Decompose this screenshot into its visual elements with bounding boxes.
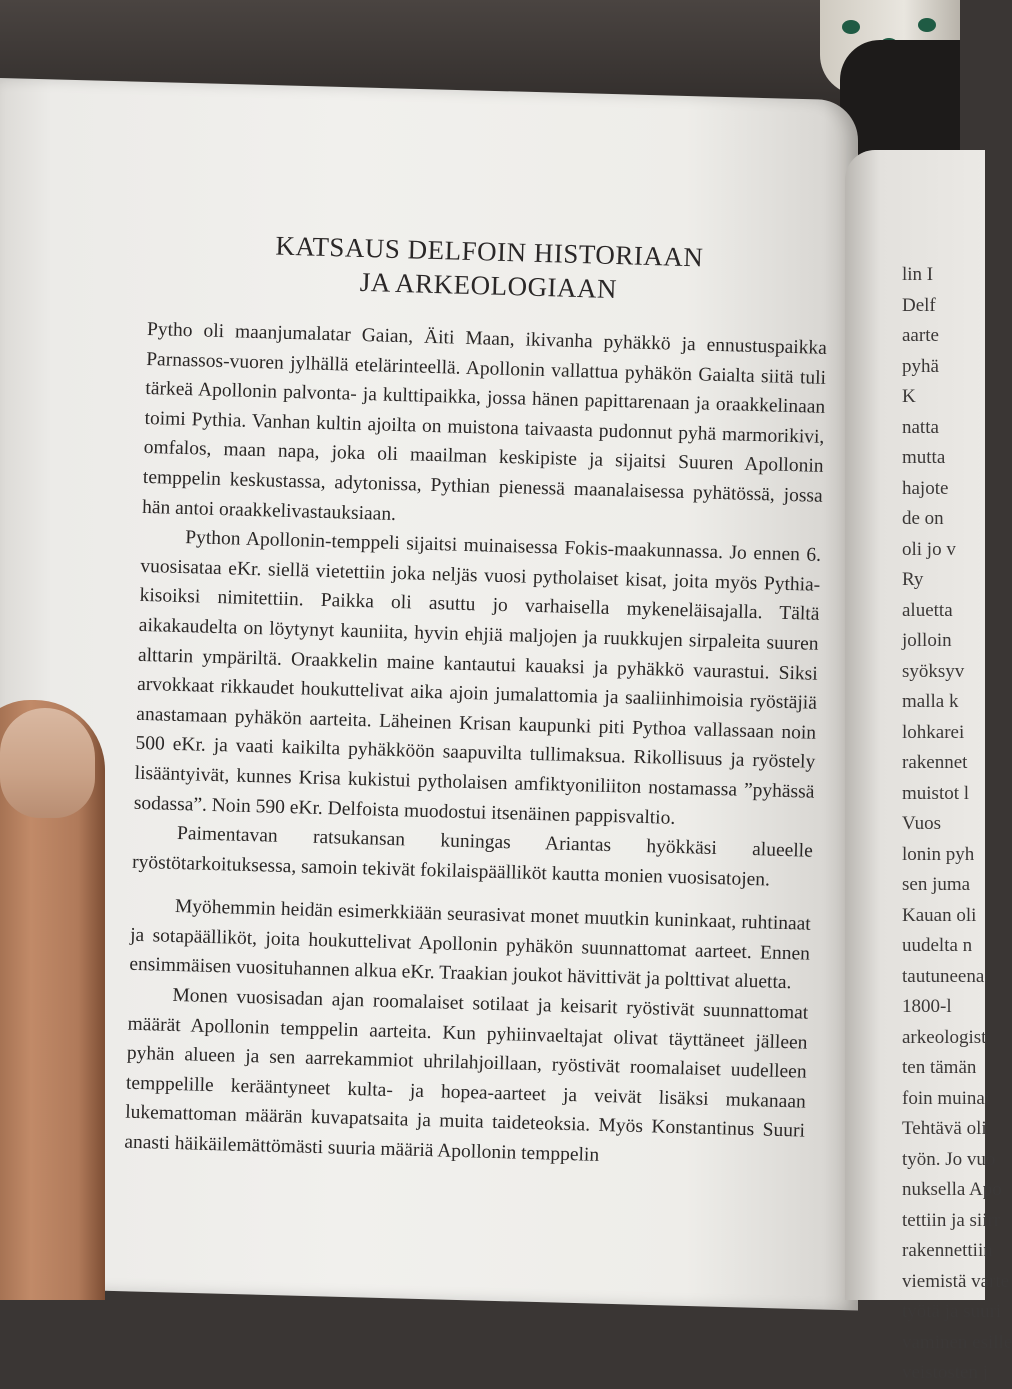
right-fragment: ten tämän: [902, 1057, 977, 1078]
right-fragment: foin muinai: [902, 1087, 991, 1109]
right-fragment: nuksella Apo: [902, 1179, 1002, 1200]
right-fragment: tautuneena: [902, 965, 985, 987]
right-fragment: sen juma: [902, 874, 971, 895]
right-fragment: Delf: [902, 294, 936, 316]
right-fragment: veistosten j: [902, 1362, 989, 1383]
right-fragment: aarte: [902, 325, 939, 346]
right-fragment: muistot l: [902, 782, 970, 804]
right-fragment: jolloin: [902, 630, 952, 651]
right-page-text-fragments: [902, 260, 1012, 1389]
right-fragment: rakennet: [902, 752, 968, 773]
right-fragment: Kauan oli: [902, 904, 977, 926]
paragraph: Monen vuosisadan ajan roomalaiset sotilaat ja keisarit ryöstivät suunnattomat määrät Apollonin temppelin aarteita. Kun pyhiinvaeltajat olivat täyttäneet jälleen pyhän alueen ja sen aarrekammiot uhrilahjoillaan, ryöstivät roomalaiset uudelleen temppelille kerääntyneet kulta- ja hopea-aarteet ja veivät lisäksi mukanaan lukemattoman määrän kuvapatsaita ja muita taideteoksia. Myös Konstantinus Suuri anasti häikäilemättömästi suuria määriä Apollonin temppelin: [124, 984, 809, 1166]
right-fragment: arkeologist: [902, 1026, 987, 1048]
right-fragment: lohkarei: [902, 721, 965, 743]
pattern-dot: [918, 18, 936, 32]
paragraph: Myöhemmin heidän esimerkkiään seurasivat monet muutkin kuninkaat, ruhtinaat ja sotapäälliköt, joita houkuttelivat Apollonin pyhäkön suunnattomat aarteet. Ennen ensimmäisen vuosituhannen alkua eKr. Traakian joukot hävittivät ja polttivat aluetta.: [129, 896, 812, 994]
right-fragment: lin I: [902, 264, 934, 285]
right-fragment: mutta: [902, 447, 946, 468]
right-fragment: vaminen esille: [902, 1331, 1012, 1353]
page-text-block: [124, 225, 830, 1176]
right-fragment: aluetta: [902, 599, 953, 621]
right-fragment: hajote: [902, 477, 949, 499]
chapter-title-line-2: JA ARKEOLOGIAAN: [359, 266, 618, 305]
right-fragment: oli jo v: [902, 538, 956, 560]
right-fragment: lonin pyh: [902, 843, 975, 865]
paragraph: Paimentavan ratsukansan kuningas Ariantas hyökkäsi alueelle ryöstötarkoituksessa, samoin tekivät fokilaispäälliköt kautta monien vuosisatojen.: [131, 823, 814, 891]
right-fragment: de on: [902, 508, 944, 529]
right-fragment: uudelta n: [902, 935, 973, 956]
right-fragment: viemistä varte: [902, 1270, 1010, 1292]
pattern-dot: [842, 20, 860, 34]
right-fragment: Ry: [902, 569, 924, 590]
right-fragment: 1800-l: [902, 996, 952, 1017]
right-fragment: työn. Jo vuo: [902, 1148, 996, 1170]
paragraph: Python Apollonin-temppeli sijaitsi muinaisessa Fokis-maakunnassa. Jo ennen 6. vuosisataa eKr. siellä vietettiin joka neljäs vuosi pytholaiset kisat, joita myös Pythia-kisoiksi nimitettiin. Paikka oli asuttu jo varhaisella mykeneläisajalla. Tältä aikakaudelta on löytynyt kauniita, hyvin ehjiä maljojen ja ruukkujen sirpaleita suuren alttarin ympäriltä. Oraakkelin maine kantautui kauaksi ja pyhäkkö vaurastui. Siksi arvokkaat rikkaudet houkuttelivat aika ajoin jumalattomia ja saaliinhimoisia ryöstäjiä anastamaan pyhäkön aarteita. Läheinen Krisan kaupunki piti Pythoa vallassaan noin 500 eKr. ja vaati kaikilta pyhäkköön saapuvilta tullimaksua. Rikollisuus ja ryöstely lisääntyivät, kunnes Krisa kukistui pytholaisen amfiktyoniliiton nostamassa ”pyhässä sodassa”. Noin 590 eKr. Delfoista muodostui itsenäinen pappisvaltio.: [133, 527, 822, 829]
paragraph: Pytho oli maanjumalatar Gaian, Äiti Maan, ikivanha pyhäkkö ja ennustuspaikka Parnassos-vuoren jylhällä etelärinteellä. Apollonin vallattua pyhäkön Gaialta siitä tuli tärkeä Apollonin palvonta- ja kulttipaikka, jossa hänen papittarenaan ja oraakkelinaan toimi Pythia. Vanhan kultin ajoilta on muistona taivaasta pudonnut pyhä marmorikivi, omfalos, maan napa, joka oli maailman keskipiste ja sijaitsi Suuren Apollonin temppelin keskustassa, adytonissa, Pythian pienessä maanalaisessa pyhätössä, jossa hän antoi oraakkelivastauksiaan.: [141, 318, 828, 525]
right-fragment: K: [902, 386, 916, 407]
thumbnail: [0, 708, 95, 818]
right-fragment: rakennettiin: [902, 1240, 993, 1261]
chapter-title-line-1: KATSAUS DELFOIN HISTORIAAN: [275, 230, 704, 273]
right-fragment: tettiin ja siirr: [902, 1209, 1001, 1231]
right-fragment: natta: [902, 416, 939, 438]
right-fragment: malla k: [902, 691, 959, 712]
right-fragment: Vuos: [902, 813, 941, 834]
right-fragment: työtä ja suuri: [902, 1301, 1002, 1322]
right-fragment: syöksyv: [902, 660, 965, 682]
right-fragment: Tehtävä oli: [902, 1118, 987, 1139]
right-fragment: pyhä: [902, 355, 939, 377]
